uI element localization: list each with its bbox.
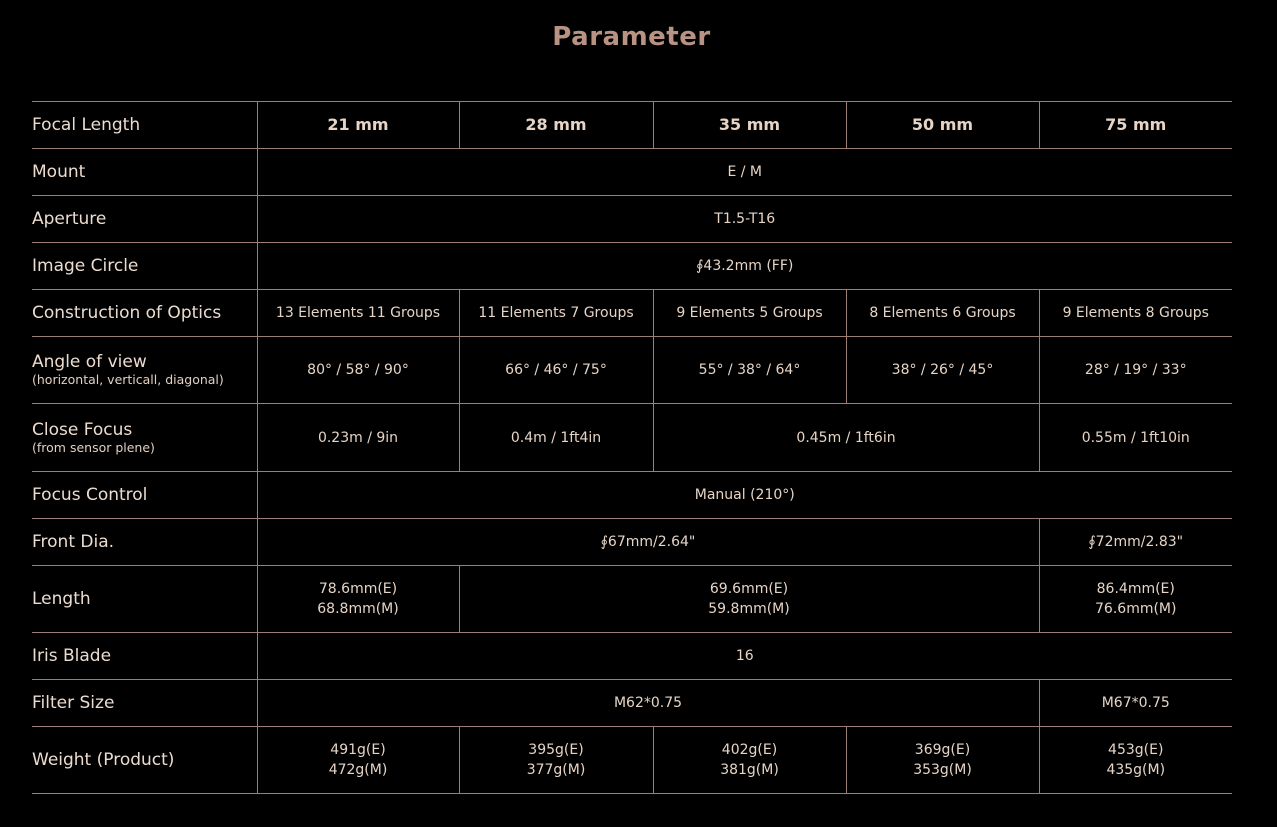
- close-focus-sublabel: (from sensor plene): [32, 439, 155, 455]
- front-dia-21-50mm: ∮67mm/2.64": [257, 519, 1039, 566]
- table-row-iris-blade: [32, 633, 1232, 680]
- close-focus-21mm: 0.23m / 9in: [257, 404, 459, 472]
- length-75mm: [1039, 566, 1232, 633]
- construction-50mm: 8 Elements 6 Groups: [846, 290, 1039, 337]
- table-row-length: [32, 566, 1232, 633]
- length-21mm: [257, 566, 459, 633]
- row-label-image-circle: Image Circle: [32, 243, 257, 290]
- angle-50mm: 38° / 26° / 45°: [846, 337, 1039, 404]
- table-row-angle-of-view: [32, 337, 1232, 404]
- column-header-28mm: 28 mm: [459, 102, 653, 149]
- length-75mm-m: 76.6mm(M): [1095, 601, 1177, 617]
- angle-28mm: 66° / 46° / 75°: [459, 337, 653, 404]
- length-21mm-m: 68.8mm(M): [317, 601, 399, 617]
- front-dia-75mm: ∮72mm/2.83": [1039, 519, 1232, 566]
- row-label-focal-length: Focal Length: [32, 102, 257, 149]
- close-focus-75mm: 0.55m / 1ft10in: [1039, 404, 1232, 472]
- angle-75mm: 28° / 19° / 33°: [1039, 337, 1232, 404]
- construction-35mm: 9 Elements 5 Groups: [653, 290, 846, 337]
- parameter-table: [32, 101, 1232, 794]
- construction-75mm: 9 Elements 8 Groups: [1039, 290, 1232, 337]
- angle-sublabel: (horizontal, verticall, diagonal): [32, 372, 224, 387]
- row-label-weight: Weight (Product): [32, 727, 257, 794]
- weight-50mm-m: 353g(M): [913, 762, 972, 778]
- aperture-value: T1.5-T16: [257, 196, 1232, 243]
- row-label-mount: Mount: [32, 149, 257, 196]
- column-header-75mm: 75 mm: [1039, 102, 1232, 149]
- length-28-50mm-e: 69.6mm(E): [709, 581, 789, 597]
- length-21mm-e: 78.6mm(E): [318, 581, 398, 597]
- angle-21mm: 80° / 58° / 90°: [257, 337, 459, 404]
- weight-75mm-e: 453g(E): [1108, 742, 1164, 758]
- table-header-row: [32, 102, 1232, 149]
- length-28-50mm: [459, 566, 1039, 633]
- angle-label: Angle of view: [32, 352, 147, 372]
- construction-21mm: 13 Elements 11 Groups: [257, 290, 459, 337]
- row-label-filter-size: Filter Size: [32, 680, 257, 727]
- table-row-front-dia: [32, 519, 1232, 566]
- filter-size-21-50mm: M62*0.75: [257, 680, 1039, 727]
- table-row-focus-control: [32, 472, 1232, 519]
- row-label-close-focus: [32, 404, 257, 472]
- column-header-21mm: 21 mm: [257, 102, 459, 149]
- weight-50mm-e: 369g(E): [914, 742, 971, 758]
- weight-21mm-e: 491g(E): [330, 742, 386, 758]
- row-label-aperture: Aperture: [32, 196, 257, 243]
- mount-value: E / M: [257, 149, 1232, 196]
- weight-35mm: [653, 727, 846, 794]
- weight-28mm: [459, 727, 653, 794]
- row-label-length: Length: [32, 566, 257, 633]
- focus-control-value: Manual (210°): [257, 472, 1232, 519]
- page-title: Parameter: [552, 22, 711, 52]
- table-row-mount: [32, 149, 1232, 196]
- column-header-35mm: 35 mm: [653, 102, 846, 149]
- row-label-angle-of-view: [32, 337, 257, 404]
- column-header-50mm: 50 mm: [846, 102, 1039, 149]
- length-28-50mm-m: 59.8mm(M): [708, 601, 790, 617]
- weight-75mm: [1039, 727, 1232, 794]
- weight-21mm: [257, 727, 459, 794]
- weight-35mm-e: 402g(E): [721, 742, 778, 758]
- weight-28mm-e: 395g(E): [528, 742, 584, 758]
- iris-blade-value: 16: [257, 633, 1232, 680]
- length-75mm-e: 86.4mm(E): [1096, 581, 1175, 597]
- row-label-construction: Construction of Optics: [32, 290, 257, 337]
- row-label-front-dia: Front Dia.: [32, 519, 257, 566]
- table-row-weight: [32, 727, 1232, 794]
- weight-35mm-m: 381g(M): [720, 762, 779, 778]
- row-label-focus-control: Focus Control: [32, 472, 257, 519]
- table-row-construction: [32, 290, 1232, 337]
- table-row-filter-size: [32, 680, 1232, 727]
- table-row-close-focus: [32, 404, 1232, 472]
- construction-28mm: 11 Elements 7 Groups: [459, 290, 653, 337]
- weight-75mm-m: 435g(M): [1106, 762, 1166, 778]
- angle-35mm: 55° / 38° / 64°: [653, 337, 846, 404]
- weight-28mm-m: 377g(M): [526, 762, 586, 778]
- close-focus-35-50mm: 0.45m / 1ft6in: [653, 404, 1039, 472]
- close-focus-label: Close Focus: [32, 419, 133, 440]
- filter-size-75mm: M67*0.75: [1039, 680, 1232, 727]
- close-focus-28mm: 0.4m / 1ft4in: [459, 404, 653, 472]
- image-circle-value: ∮43.2mm (FF): [257, 243, 1232, 290]
- table-row-image-circle: [32, 243, 1232, 290]
- weight-50mm: [846, 727, 1039, 794]
- weight-21mm-m: 472g(M): [328, 762, 388, 778]
- row-label-iris-blade: Iris Blade: [32, 633, 257, 680]
- table-row-aperture: [32, 196, 1232, 243]
